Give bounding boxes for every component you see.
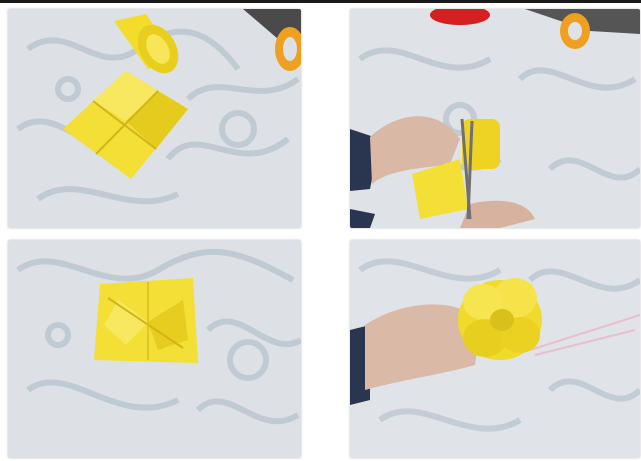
photo-step-4-finished-flower: [350, 240, 640, 458]
photo-step-1-ribbon-roll: [8, 9, 301, 228]
ribbon-flower: [458, 278, 542, 360]
photo-step-2-cutting: [350, 9, 640, 228]
photo-1-illustration: [8, 9, 301, 228]
folded-ribbon-square: [94, 278, 198, 363]
photo-2-illustration: [350, 9, 640, 228]
photo-3-illustration: [8, 240, 301, 458]
ribbon-roll: [462, 119, 500, 169]
photo-step-3-folded-square: [8, 240, 301, 458]
photo-4-illustration: [350, 240, 640, 458]
tablecloth: [350, 9, 640, 228]
top-border: [0, 0, 641, 3]
